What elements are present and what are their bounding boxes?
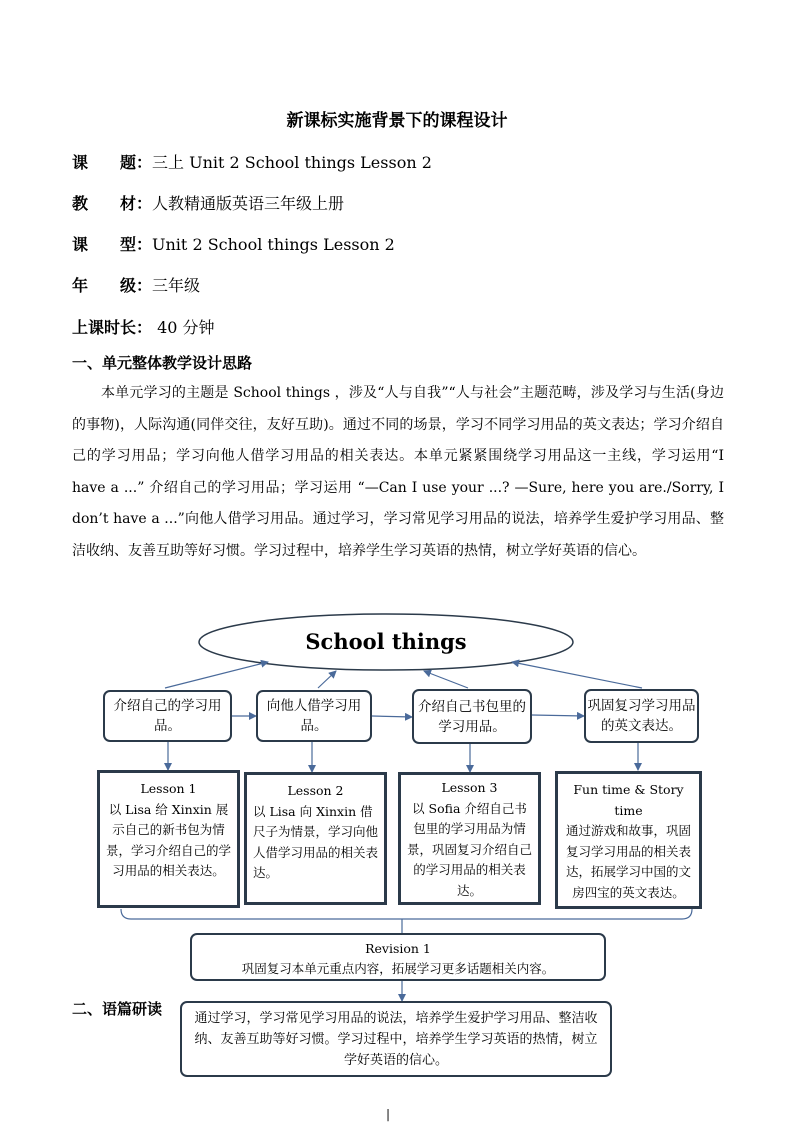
lesson-box-4: [555, 771, 702, 909]
lesson-title: Fun time & Story time: [573, 782, 684, 818]
revision-box: [190, 933, 606, 981]
summary-box: 通过学习，学习常见学习用品的说法，培养学生爱护学习用品、整洁收纳、友善互助等好习惯。学习过程中，培养学生学习英语的热情，树立学好英语的信心。: [180, 1001, 612, 1077]
meta-key: 上课时长：: [72, 318, 153, 337]
goal-box-2: 向他人借学习用品。: [256, 690, 372, 742]
meta-key: 课 型：: [72, 235, 153, 254]
meta-value: 40 分钟: [152, 318, 215, 337]
lesson-box-2: [244, 772, 387, 905]
page-number: |: [386, 1107, 391, 1121]
meta-key: 教 材：: [72, 194, 153, 213]
section1-heading: 一、单元整体教学设计思路: [72, 354, 253, 372]
section2-heading: 二、语篇研读: [72, 1000, 163, 1018]
goal-box-4: 巩固复习学习用品的英文表达。: [584, 689, 699, 743]
lesson-title: Lesson 2: [287, 783, 344, 798]
lesson-box-1: [97, 770, 240, 908]
meta-value: Unit 2 School things Lesson 2: [152, 235, 395, 254]
goal-box-3: 介绍自己书包里的学习用品。: [412, 689, 532, 744]
meta-key: 课 题：: [72, 153, 153, 172]
meta-value: 人教精通版英语三年级上册: [152, 194, 345, 213]
lesson-text: 以 Lisa 向 Xinxin 借尺子为情景，学习向他人借学习用品的相关表达。: [253, 803, 379, 880]
lesson-title: Lesson 3: [441, 780, 498, 795]
section1-paragraph: 本单元学习的主题是 School things ，涉及“人与自我”“人与社会”主题范畴，涉及学习与生活(身边的事物)，人际沟通(同伴交往，友好互助)。通过不同的场景，学习不同学习用品的英文表达；学习介绍自己的学习用品；学习向他人借学习用品的相关表达。本单元紧紧围绕学习用品这一主线，学习运用“I have a ...” 介绍自己的学习用品；学习运用 “—Can I use your ...? —Sure, here you are./Sorry, I don’t have a ...”向他人借学习用品。通过学习，学习常见学习用品的说法，培养学生爱护学习用品、整洁收纳、友善互助等好习惯。学习过程中，培养学生学习英语的热情，树立学好英语的信心。: [72, 385, 724, 559]
diagram-center-label: School things: [305, 629, 467, 654]
revision-title: Revision 1: [365, 941, 431, 956]
meta-value: 三上 Unit 2 School things Lesson 2: [152, 153, 432, 172]
meta-value: 三年级: [152, 276, 201, 295]
meta-key: 年 级：: [72, 276, 153, 295]
page-title: 新课标实施背景下的课程设计: [286, 111, 508, 131]
lesson-text: 通过游戏和故事，巩固复习学习用品的相关表达，拓展学习中国的文房四宝的英文表达。: [565, 823, 691, 900]
lesson-box-3: [398, 772, 541, 905]
lesson-text: 以 Sofia 介绍自己书包里的学习用品为情景，巩固复习介绍自己的学习用品的相关表达。: [407, 800, 533, 898]
revision-text: 巩固复习本单元重点内容，拓展学习更多话题相关内容。: [241, 961, 555, 976]
lesson-title: Lesson 1: [140, 781, 197, 796]
lesson-text: 以 Lisa 给 Xinxin 展示自己的新书包为情景，学习介绍自己的学习用品的相关表达。: [106, 801, 232, 878]
goal-box-1: 介绍自己的学习用品。: [103, 690, 232, 742]
